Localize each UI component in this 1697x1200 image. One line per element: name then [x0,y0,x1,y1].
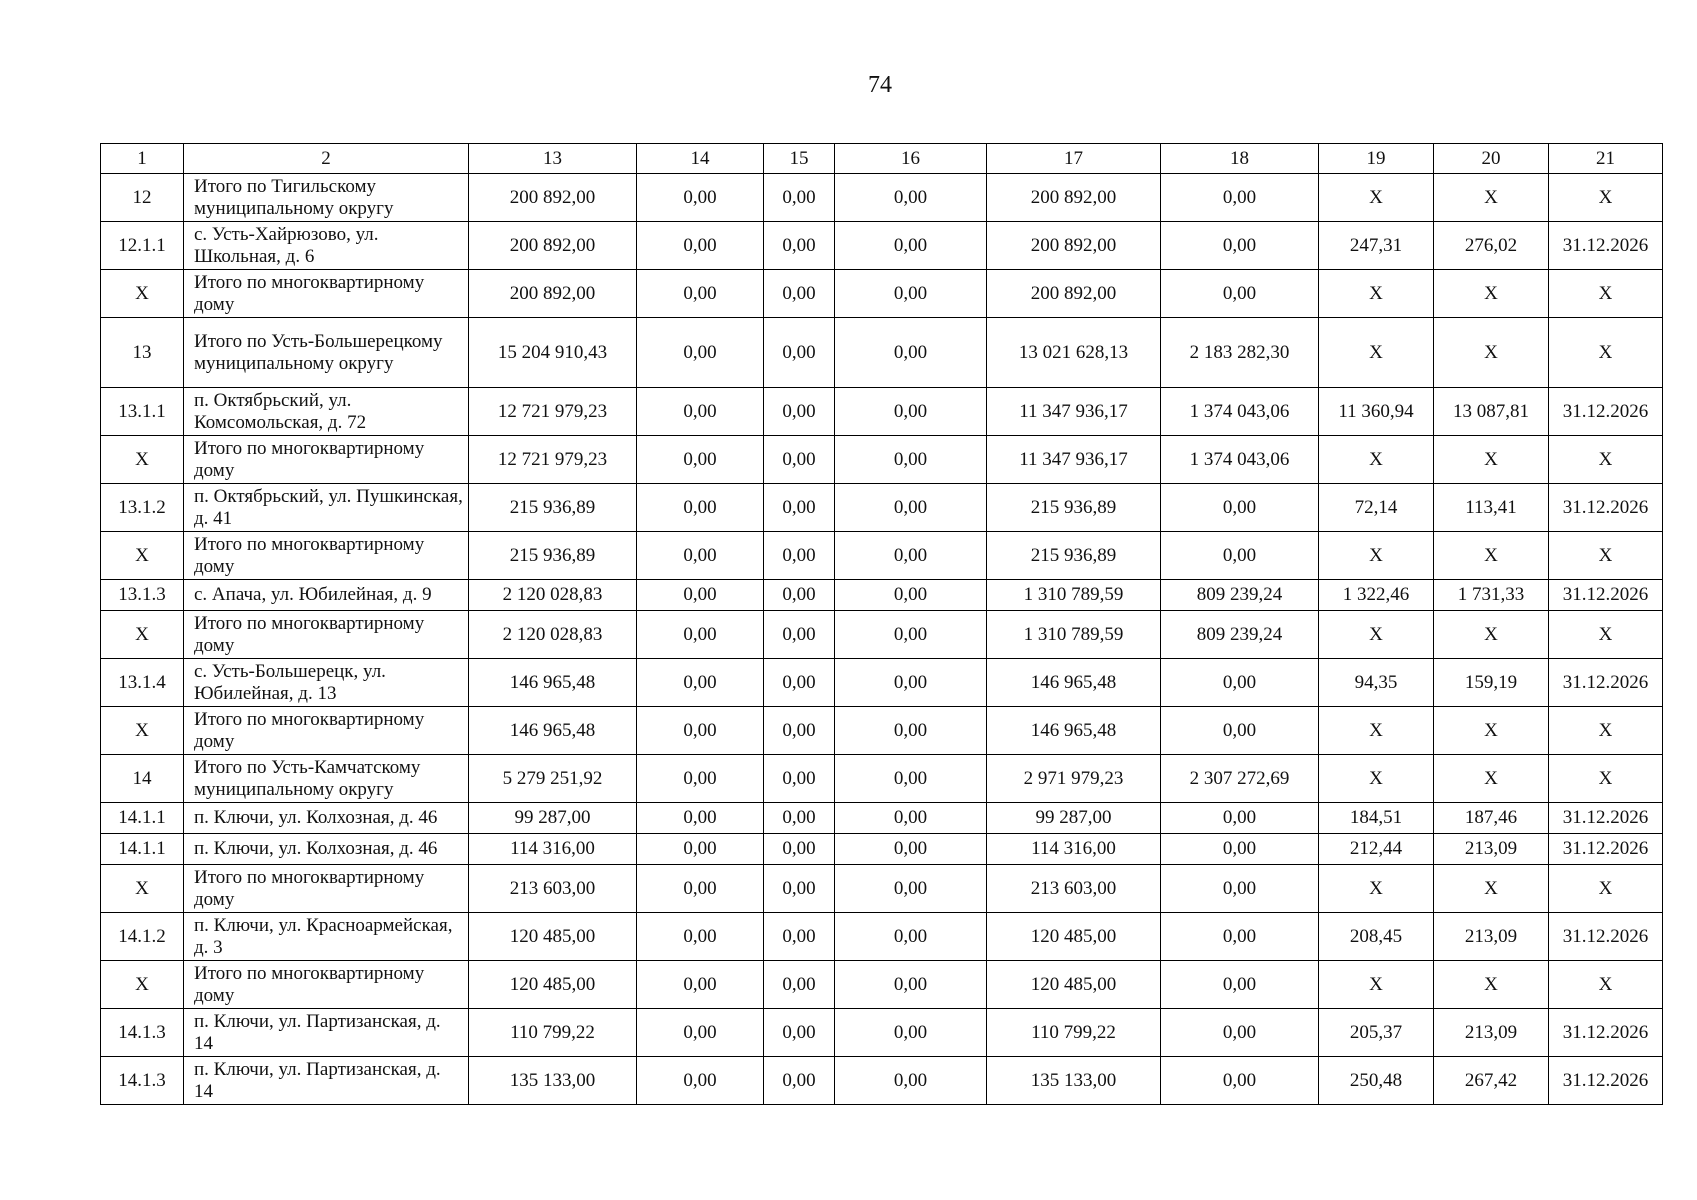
table-row [101,755,1663,803]
col-15-cell: 0,00 [764,834,835,865]
page-number: 74 [868,72,892,98]
col-21-cell: 31.12.2026 [1549,659,1663,707]
table-row [101,388,1663,436]
col-14-cell: 0,00 [637,270,764,318]
col-19-cell: 247,31 [1319,222,1434,270]
row-number-cell: X [101,611,184,659]
col-14-cell: 0,00 [637,755,764,803]
col-21-cell: X [1549,436,1663,484]
row-number-cell: 12 [101,174,184,222]
col-21-cell: 31.12.2026 [1549,834,1663,865]
col-20-cell: X [1434,174,1549,222]
column-header-18: 18 [1161,144,1319,174]
col-15-cell: 0,00 [764,611,835,659]
table-row [101,803,1663,834]
col-13-cell: 110 799,22 [469,1009,637,1057]
col-18-cell: 2 307 272,69 [1161,755,1319,803]
col-13-cell: 15 204 910,43 [469,318,637,388]
col-17-cell: 215 936,89 [987,484,1161,532]
table-row [101,1009,1663,1057]
col-13-cell: 120 485,00 [469,961,637,1009]
col-16-cell: 0,00 [835,1057,987,1105]
col-14-cell: 0,00 [637,803,764,834]
col-17-cell: 146 965,48 [987,707,1161,755]
col-21-cell: X [1549,865,1663,913]
col-14-cell: 0,00 [637,611,764,659]
col-13-cell: 12 721 979,23 [469,436,637,484]
col-17-cell: 2 971 979,23 [987,755,1161,803]
col-16-cell: 0,00 [835,834,987,865]
col-17-cell: 110 799,22 [987,1009,1161,1057]
column-header-19: 19 [1319,144,1434,174]
col-17-cell: 1 310 789,59 [987,580,1161,611]
col-17-cell: 200 892,00 [987,222,1161,270]
address-cell: Итого по многоквартирному дому [184,961,469,1009]
row-number-cell: 13.1.2 [101,484,184,532]
col-16-cell: 0,00 [835,388,987,436]
row-number-cell: 13.1.3 [101,580,184,611]
col-17-cell: 11 347 936,17 [987,388,1161,436]
row-number-cell: X [101,436,184,484]
col-14-cell: 0,00 [637,388,764,436]
col-19-cell: 184,51 [1319,803,1434,834]
column-header-1: 1 [101,144,184,174]
col-13-cell: 135 133,00 [469,1057,637,1105]
col-19-cell: 72,14 [1319,484,1434,532]
col-21-cell: X [1549,318,1663,388]
col-21-cell: X [1549,611,1663,659]
col-19-cell: X [1319,865,1434,913]
address-cell: Итого по многоквартирному дому [184,865,469,913]
col-18-cell: 0,00 [1161,961,1319,1009]
col-18-cell: 0,00 [1161,707,1319,755]
col-20-cell: 213,09 [1434,913,1549,961]
table-row [101,707,1663,755]
col-16-cell: 0,00 [835,865,987,913]
col-20-cell: 13 087,81 [1434,388,1549,436]
col-13-cell: 200 892,00 [469,270,637,318]
col-18-cell: 0,00 [1161,484,1319,532]
col-19-cell: X [1319,611,1434,659]
col-16-cell: 0,00 [835,532,987,580]
table-row [101,961,1663,1009]
col-19-cell: 11 360,94 [1319,388,1434,436]
address-cell: с. Усть-Хайрюзово, ул. Школьная, д. 6 [184,222,469,270]
col-17-cell: 1 310 789,59 [987,611,1161,659]
table-row [101,318,1663,388]
col-14-cell: 0,00 [637,174,764,222]
table-row [101,532,1663,580]
row-number-cell: 14.1.2 [101,913,184,961]
col-20-cell: 1 731,33 [1434,580,1549,611]
col-18-cell: 0,00 [1161,1057,1319,1105]
col-21-cell: X [1549,270,1663,318]
col-18-cell: 0,00 [1161,532,1319,580]
col-21-cell: 31.12.2026 [1549,803,1663,834]
col-18-cell: 809 239,24 [1161,580,1319,611]
col-15-cell: 0,00 [764,580,835,611]
col-18-cell: 0,00 [1161,913,1319,961]
col-17-cell: 99 287,00 [987,803,1161,834]
col-14-cell: 0,00 [637,961,764,1009]
address-cell: п. Ключи, ул. Партизанская, д. 14 [184,1009,469,1057]
col-13-cell: 2 120 028,83 [469,611,637,659]
col-17-cell: 200 892,00 [987,270,1161,318]
table-row [101,270,1663,318]
address-cell: Итого по многоквартирному дому [184,270,469,318]
col-13-cell: 200 892,00 [469,222,637,270]
col-13-cell: 200 892,00 [469,174,637,222]
col-15-cell: 0,00 [764,1057,835,1105]
col-14-cell: 0,00 [637,659,764,707]
col-15-cell: 0,00 [764,707,835,755]
table-row [101,913,1663,961]
col-13-cell: 146 965,48 [469,659,637,707]
table-row [101,659,1663,707]
address-cell: с. Усть-Большерецк, ул. Юбилейная, д. 13 [184,659,469,707]
address-cell: п. Ключи, ул. Красноармейская, д. 3 [184,913,469,961]
col-17-cell: 200 892,00 [987,174,1161,222]
col-16-cell: 0,00 [835,755,987,803]
col-20-cell: X [1434,270,1549,318]
column-header-21: 21 [1549,144,1663,174]
col-15-cell: 0,00 [764,436,835,484]
col-20-cell: 276,02 [1434,222,1549,270]
col-19-cell: X [1319,270,1434,318]
col-15-cell: 0,00 [764,659,835,707]
col-18-cell: 0,00 [1161,865,1319,913]
row-number-cell: X [101,270,184,318]
col-14-cell: 0,00 [637,484,764,532]
col-18-cell: 809 239,24 [1161,611,1319,659]
col-13-cell: 215 936,89 [469,532,637,580]
col-20-cell: 213,09 [1434,834,1549,865]
col-16-cell: 0,00 [835,436,987,484]
col-15-cell: 0,00 [764,174,835,222]
col-19-cell: X [1319,755,1434,803]
col-14-cell: 0,00 [637,222,764,270]
address-cell: п. Ключи, ул. Колхозная, д. 46 [184,803,469,834]
col-21-cell: X [1549,532,1663,580]
col-19-cell: X [1319,532,1434,580]
col-19-cell: X [1319,707,1434,755]
col-21-cell: 31.12.2026 [1549,388,1663,436]
col-21-cell: X [1549,174,1663,222]
row-number-cell: X [101,865,184,913]
col-17-cell: 146 965,48 [987,659,1161,707]
col-20-cell: X [1434,707,1549,755]
col-20-cell: X [1434,961,1549,1009]
col-15-cell: 0,00 [764,484,835,532]
col-14-cell: 0,00 [637,532,764,580]
row-number-cell: 14 [101,755,184,803]
col-15-cell: 0,00 [764,865,835,913]
row-number-cell: 14.1.3 [101,1009,184,1057]
col-18-cell: 1 374 043,06 [1161,388,1319,436]
column-header-2: 2 [184,144,469,174]
col-16-cell: 0,00 [835,913,987,961]
address-cell: Итого по многоквартирному дому [184,436,469,484]
col-19-cell: 250,48 [1319,1057,1434,1105]
address-cell: п. Октябрьский, ул. Комсомольская, д. 72 [184,388,469,436]
col-18-cell: 0,00 [1161,803,1319,834]
row-number-cell: X [101,707,184,755]
col-15-cell: 0,00 [764,388,835,436]
col-20-cell: 187,46 [1434,803,1549,834]
table-body [101,174,1663,1105]
col-18-cell: 2 183 282,30 [1161,318,1319,388]
col-19-cell: 212,44 [1319,834,1434,865]
col-18-cell: 0,00 [1161,834,1319,865]
address-cell: Итого по многоквартирному дому [184,532,469,580]
col-15-cell: 0,00 [764,803,835,834]
address-cell: Итого по Тигильскому муниципальному округу [184,174,469,222]
row-number-cell: 14.1.3 [101,1057,184,1105]
col-18-cell: 1 374 043,06 [1161,436,1319,484]
col-17-cell: 114 316,00 [987,834,1161,865]
col-13-cell: 146 965,48 [469,707,637,755]
column-header-20: 20 [1434,144,1549,174]
table-row [101,865,1663,913]
col-14-cell: 0,00 [637,913,764,961]
col-19-cell: 205,37 [1319,1009,1434,1057]
address-cell: Итого по Усть-Большерецкому муниципальному округу [184,318,469,388]
col-20-cell: X [1434,755,1549,803]
table-row [101,174,1663,222]
row-number-cell: 12.1.1 [101,222,184,270]
col-18-cell: 0,00 [1161,174,1319,222]
col-16-cell: 0,00 [835,222,987,270]
table-row [101,580,1663,611]
col-20-cell: X [1434,436,1549,484]
col-20-cell: 159,19 [1434,659,1549,707]
col-20-cell: 113,41 [1434,484,1549,532]
address-cell: Итого по многоквартирному дому [184,611,469,659]
col-16-cell: 0,00 [835,707,987,755]
col-19-cell: 94,35 [1319,659,1434,707]
col-17-cell: 120 485,00 [987,913,1161,961]
column-header-17: 17 [987,144,1161,174]
row-number-cell: X [101,532,184,580]
col-20-cell: 213,09 [1434,1009,1549,1057]
col-14-cell: 0,00 [637,865,764,913]
column-header-13: 13 [469,144,637,174]
col-20-cell: X [1434,532,1549,580]
col-21-cell: 31.12.2026 [1549,1009,1663,1057]
col-14-cell: 0,00 [637,318,764,388]
col-18-cell: 0,00 [1161,270,1319,318]
col-21-cell: 31.12.2026 [1549,913,1663,961]
table-row [101,222,1663,270]
col-15-cell: 0,00 [764,913,835,961]
row-number-cell: 13 [101,318,184,388]
col-19-cell: X [1319,174,1434,222]
col-15-cell: 0,00 [764,755,835,803]
address-cell: п. Ключи, ул. Партизанская, д. 14 [184,1057,469,1105]
column-number-row [101,144,1663,174]
col-17-cell: 13 021 628,13 [987,318,1161,388]
col-13-cell: 114 316,00 [469,834,637,865]
data-table [100,143,1663,1105]
col-14-cell: 0,00 [637,1009,764,1057]
col-17-cell: 213 603,00 [987,865,1161,913]
col-20-cell: X [1434,318,1549,388]
col-13-cell: 5 279 251,92 [469,755,637,803]
col-16-cell: 0,00 [835,484,987,532]
column-header-16: 16 [835,144,987,174]
col-17-cell: 120 485,00 [987,961,1161,1009]
col-21-cell: 31.12.2026 [1549,1057,1663,1105]
col-16-cell: 0,00 [835,174,987,222]
col-19-cell: X [1319,961,1434,1009]
col-16-cell: 0,00 [835,659,987,707]
col-16-cell: 0,00 [835,318,987,388]
col-14-cell: 0,00 [637,834,764,865]
row-number-cell: 13.1.1 [101,388,184,436]
col-15-cell: 0,00 [764,1009,835,1057]
col-13-cell: 120 485,00 [469,913,637,961]
col-19-cell: 1 322,46 [1319,580,1434,611]
col-15-cell: 0,00 [764,270,835,318]
col-16-cell: 0,00 [835,961,987,1009]
col-13-cell: 215 936,89 [469,484,637,532]
col-16-cell: 0,00 [835,803,987,834]
table-row [101,1057,1663,1105]
col-16-cell: 0,00 [835,580,987,611]
address-cell: Итого по многоквартирному дому [184,707,469,755]
col-18-cell: 0,00 [1161,222,1319,270]
row-number-cell: 14.1.1 [101,834,184,865]
table-row [101,834,1663,865]
col-16-cell: 0,00 [835,611,987,659]
col-13-cell: 99 287,00 [469,803,637,834]
col-21-cell: X [1549,755,1663,803]
col-18-cell: 0,00 [1161,659,1319,707]
row-number-cell: 14.1.1 [101,803,184,834]
address-cell: Итого по Усть-Камчатскому муниципальному округу [184,755,469,803]
col-20-cell: 267,42 [1434,1057,1549,1105]
col-17-cell: 215 936,89 [987,532,1161,580]
address-cell: п. Октябрьский, ул. Пушкинская, д. 41 [184,484,469,532]
col-15-cell: 0,00 [764,961,835,1009]
col-21-cell: 31.12.2026 [1549,222,1663,270]
col-21-cell: X [1549,707,1663,755]
col-19-cell: X [1319,436,1434,484]
col-15-cell: 0,00 [764,222,835,270]
col-13-cell: 2 120 028,83 [469,580,637,611]
column-header-14: 14 [637,144,764,174]
col-20-cell: X [1434,611,1549,659]
address-cell: с. Апача, ул. Юбилейная, д. 9 [184,580,469,611]
col-14-cell: 0,00 [637,580,764,611]
column-header-15: 15 [764,144,835,174]
col-21-cell: 31.12.2026 [1549,580,1663,611]
row-number-cell: X [101,961,184,1009]
col-18-cell: 0,00 [1161,1009,1319,1057]
row-number-cell: 13.1.4 [101,659,184,707]
table-row [101,611,1663,659]
col-14-cell: 0,00 [637,1057,764,1105]
col-20-cell: X [1434,865,1549,913]
col-21-cell: X [1549,961,1663,1009]
col-14-cell: 0,00 [637,436,764,484]
col-16-cell: 0,00 [835,1009,987,1057]
col-13-cell: 213 603,00 [469,865,637,913]
col-17-cell: 135 133,00 [987,1057,1161,1105]
table-row [101,484,1663,532]
col-17-cell: 11 347 936,17 [987,436,1161,484]
address-cell: п. Ключи, ул. Колхозная, д. 46 [184,834,469,865]
table-row [101,436,1663,484]
col-21-cell: 31.12.2026 [1549,484,1663,532]
col-19-cell: 208,45 [1319,913,1434,961]
col-15-cell: 0,00 [764,318,835,388]
col-16-cell: 0,00 [835,270,987,318]
col-15-cell: 0,00 [764,532,835,580]
col-19-cell: X [1319,318,1434,388]
col-13-cell: 12 721 979,23 [469,388,637,436]
col-14-cell: 0,00 [637,707,764,755]
